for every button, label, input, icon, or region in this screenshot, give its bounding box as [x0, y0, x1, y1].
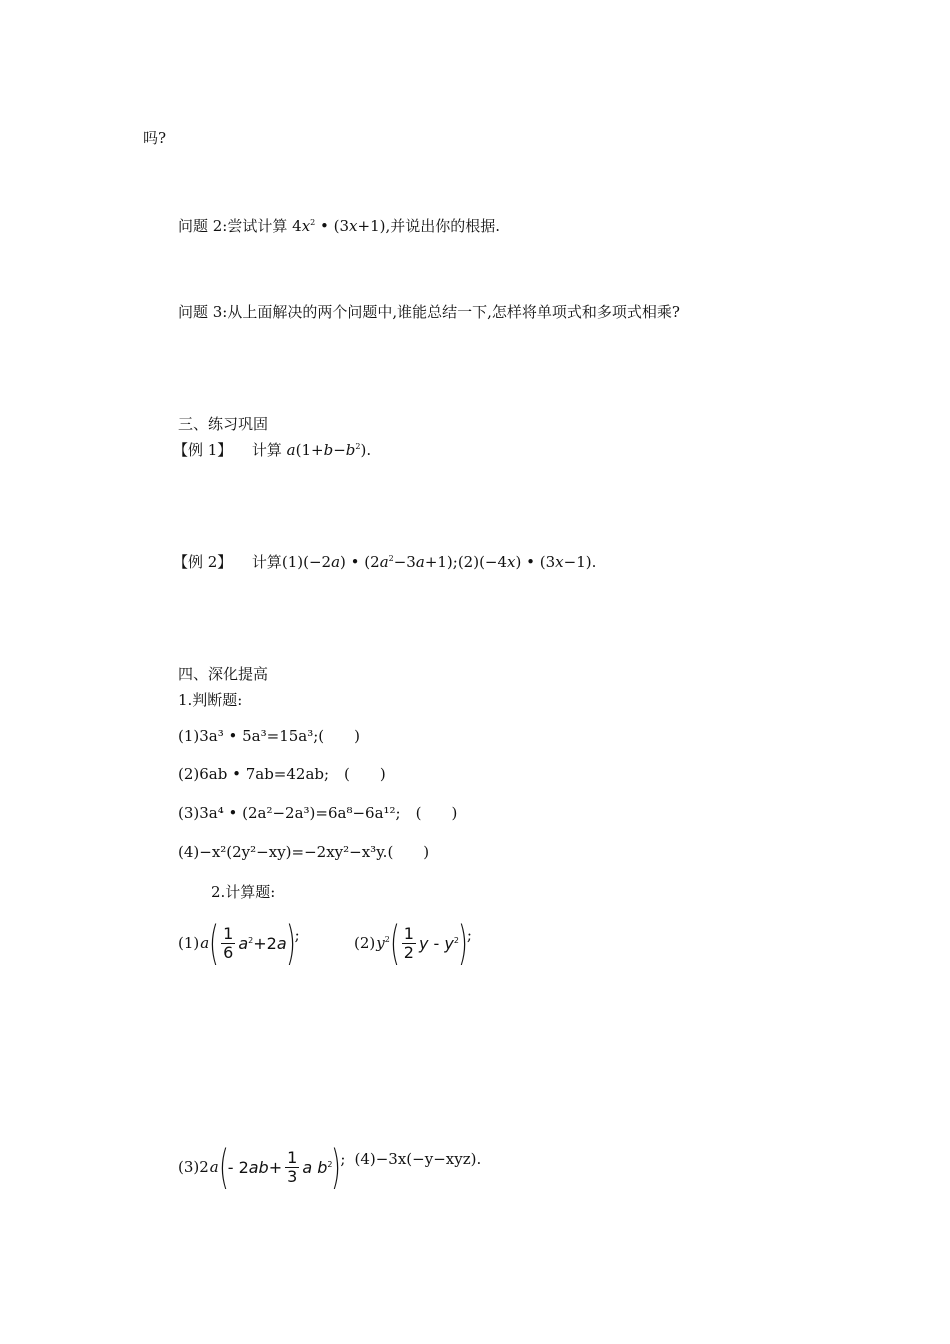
calc-3-end: ;	[340, 1150, 346, 1168]
calc-1-var: a	[238, 933, 249, 953]
calc-3-numerator: 1	[287, 1147, 298, 1167]
judge-item-3: (3)3a⁴ • (2a²−2a³)=6a⁸−6a¹²; ( )	[178, 804, 458, 822]
calc-3-ab: ab	[248, 1157, 269, 1177]
calc-2-end: ;	[466, 926, 472, 944]
right-paren-icon: )	[331, 1140, 342, 1194]
ex2-p9: x	[555, 553, 564, 571]
calc-3-body	[302, 1158, 332, 1177]
calc-3-plus: +	[268, 1157, 283, 1177]
ex2-p4: −3	[393, 553, 416, 571]
calc-3-exp: 2	[327, 1159, 333, 1169]
right-paren-icon: )	[457, 916, 468, 970]
calc-1-exp: 2	[248, 935, 254, 945]
ex1-text-a: 计算	[251, 441, 287, 459]
calc-3-fraction	[285, 1149, 299, 1186]
left-paren-icon: (	[389, 916, 400, 970]
calc-1-end: ;	[294, 926, 300, 944]
q2-var2: x	[349, 217, 358, 235]
calc-2-v2: y	[444, 933, 454, 953]
ex2-p8: ) • (3	[515, 553, 556, 571]
example-2	[173, 552, 596, 572]
example-2-label: 【例 2】	[173, 553, 233, 571]
calc-1-fraction	[221, 925, 235, 962]
calc-2-numerator: 1	[403, 923, 414, 943]
q2-suffix: +1),并说出你的根据.	[357, 217, 501, 235]
calc-2-lead-group	[376, 934, 390, 952]
right-paren-icon: )	[285, 916, 296, 970]
ex2-p3: a	[379, 553, 389, 571]
calc-2-lead-exp: 2	[384, 935, 390, 944]
ex1-var-c: b	[345, 441, 356, 459]
calc-item-1	[178, 916, 301, 970]
calc-2-body	[419, 934, 459, 953]
ex2-e1: 2	[388, 554, 394, 563]
calc-3-lead: a	[209, 1158, 219, 1176]
ex1-text-b: (1+	[295, 441, 324, 459]
ex1-text-d: ).	[360, 441, 372, 459]
calc-2-fraction	[402, 925, 416, 962]
q2-prefix: 问题 2:尝试计算 4	[178, 217, 302, 235]
calc-item-2	[354, 916, 473, 970]
ex2-p6: +1);(2)(−4	[424, 553, 508, 571]
calc-3-a: a	[302, 1157, 313, 1177]
section-4-heading: 四、深化提高	[178, 665, 269, 683]
ex1-var-a: a	[286, 441, 296, 459]
calc-3-denominator: 3	[287, 1166, 298, 1186]
ex2-p5: a	[415, 553, 425, 571]
calc-title: 2.计算题:	[211, 883, 276, 901]
question-3: 问题 3:从上面解决的两个问题中,谁能总结一下,怎样将单项式和多项式相乘?	[178, 303, 680, 321]
section-3-heading: 三、练习巩固	[178, 415, 269, 433]
calc-2-denominator: 2	[403, 942, 414, 962]
calc-2-label: (2)	[354, 934, 376, 952]
calc-1-numerator: 1	[223, 923, 234, 943]
calc-3-b: b	[317, 1157, 328, 1177]
calc-3-pre: - 2	[227, 1157, 249, 1177]
calc-2-lead: y	[376, 934, 385, 952]
judge-item-4: (4)−x²(2y²−xy)=−2xy²−x³y.( )	[178, 843, 430, 861]
ex1-exp: 2	[355, 442, 361, 451]
calc-1-denominator: 6	[223, 942, 234, 962]
ex2-p2: ) • (2	[340, 553, 380, 571]
calc-1-tail: +2	[253, 933, 277, 953]
calc-1-label: (1)	[178, 934, 200, 952]
calc-item-4: (4)−3x(−y−xyz).	[354, 1150, 482, 1168]
calc-2-minus: -	[428, 933, 445, 953]
calc-1-lead: a	[200, 934, 210, 952]
calc-item-3	[178, 1140, 482, 1194]
calc-1-body	[238, 934, 286, 953]
ex2-p10: −1).	[563, 553, 597, 571]
ex2-p7: x	[507, 553, 516, 571]
example-1-label: 【例 1】	[173, 441, 233, 459]
ex2-text: 计算(1)(−2	[251, 553, 332, 571]
example-1	[173, 440, 371, 460]
fragment-text: 吗?	[143, 129, 167, 147]
left-paren-icon: (	[218, 1140, 229, 1194]
calc-2-v1: y	[418, 933, 429, 953]
calc-3-label: (3)2	[178, 1158, 209, 1176]
ex1-text-c: −	[333, 441, 346, 459]
judge-item-1: (1)3a³ • 5a³=15a³;( )	[178, 727, 360, 745]
judge-title: 1.判断题:	[178, 691, 243, 709]
q2-exp: 2	[310, 218, 316, 227]
question-2	[178, 216, 500, 236]
calc-2-exp: 2	[453, 935, 459, 945]
judge-item-2: (2)6ab • 7ab=42ab; ( )	[178, 765, 386, 783]
ex1-var-b: b	[323, 441, 334, 459]
left-paren-icon: (	[209, 916, 220, 970]
ex2-p1: a	[331, 553, 341, 571]
q2-var: x	[301, 217, 311, 235]
calc-3-pre-group	[228, 1158, 282, 1177]
q2-mid: • (3	[315, 217, 350, 235]
calc-1-var2: a	[276, 933, 287, 953]
